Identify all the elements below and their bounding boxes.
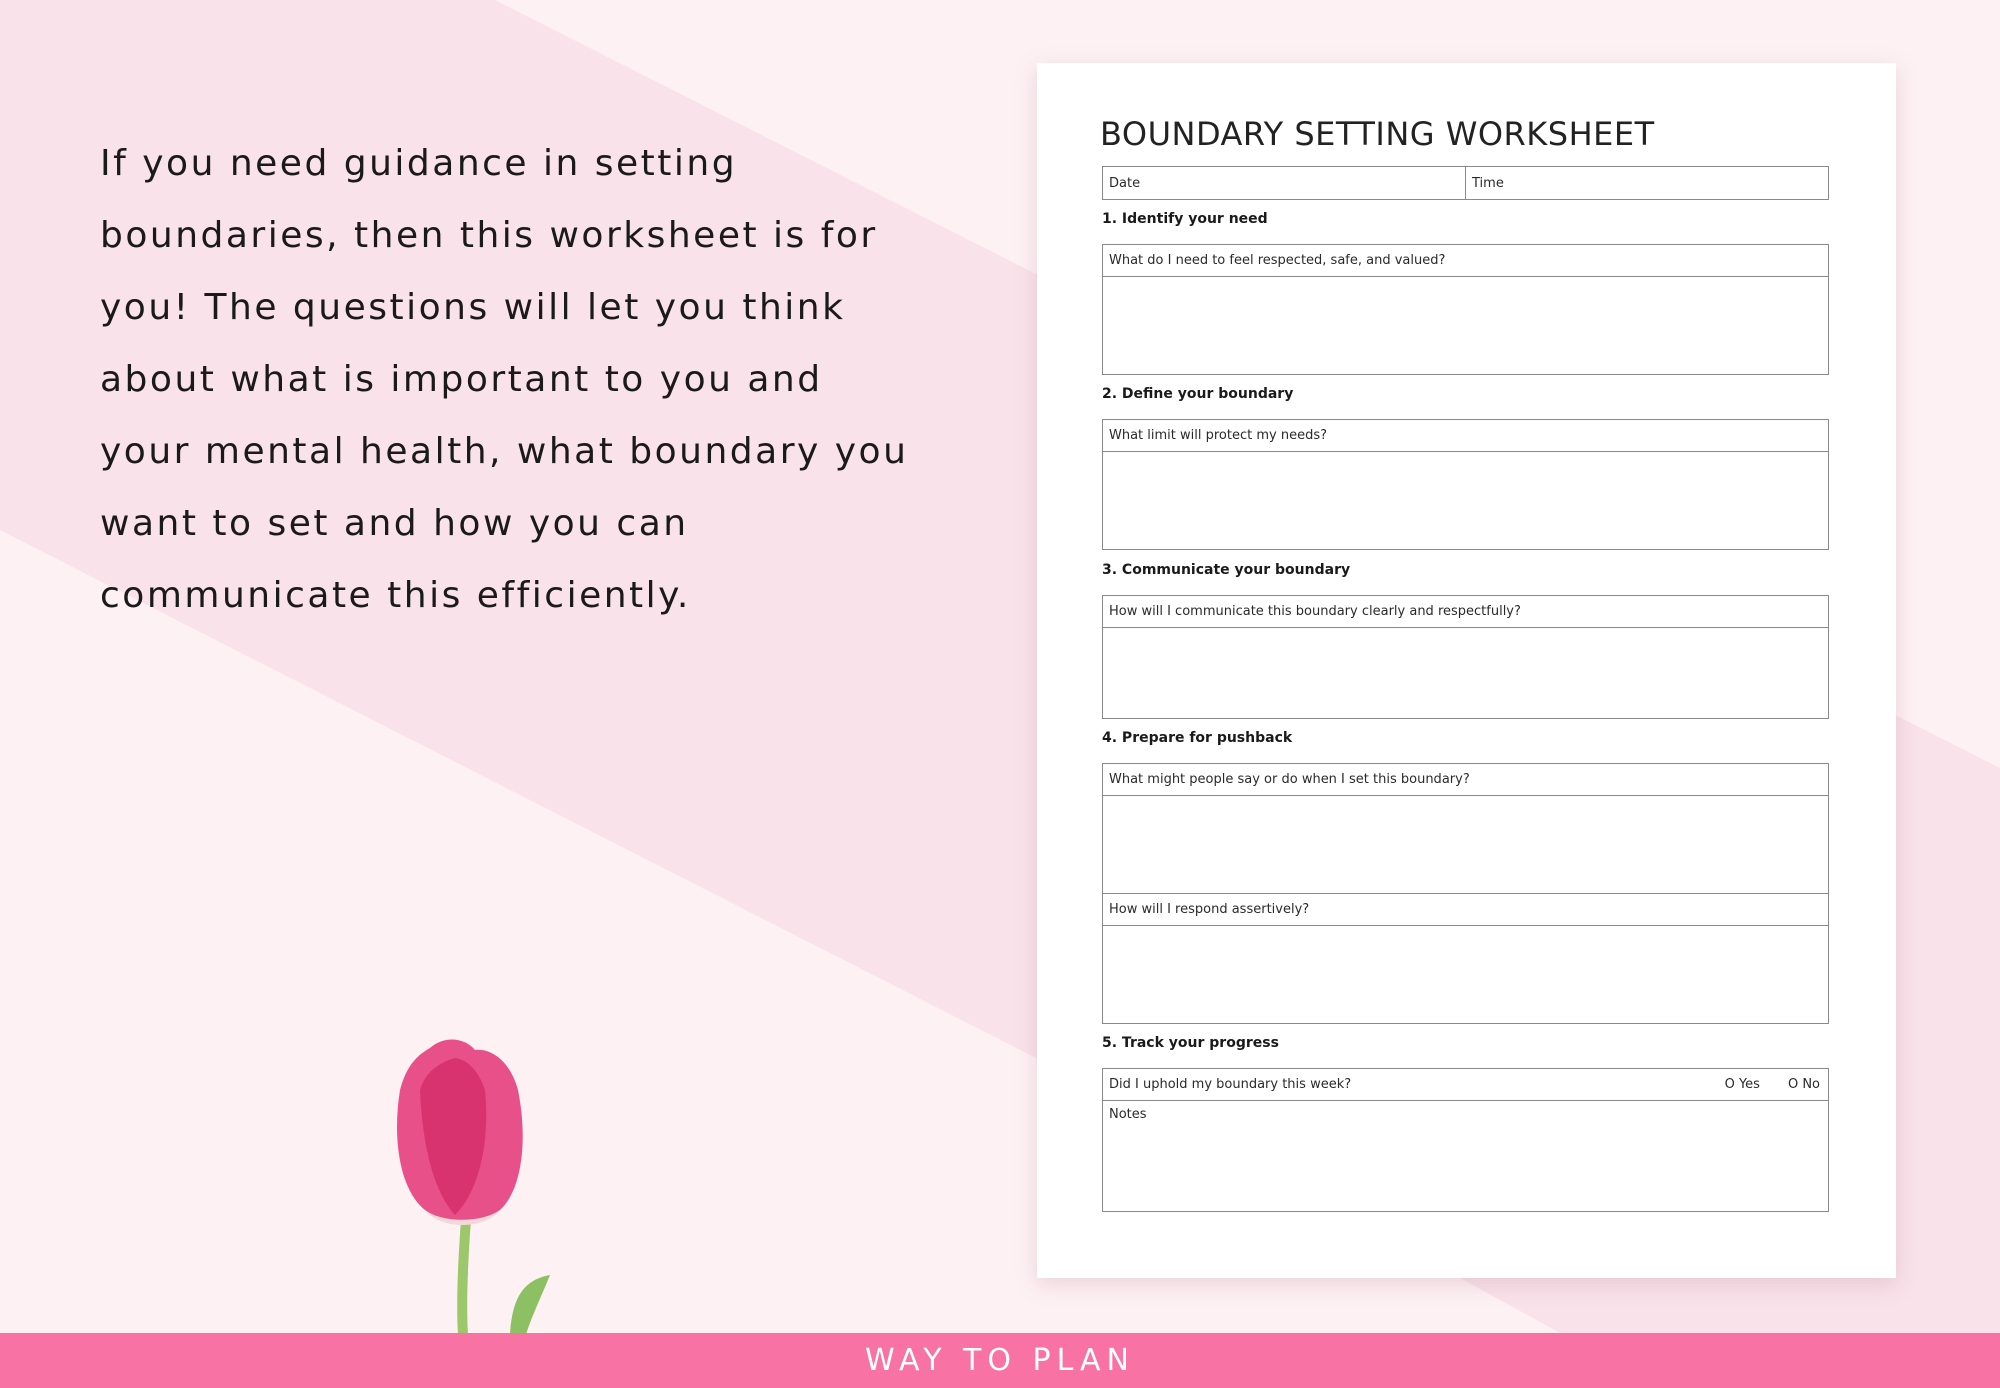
prompt-label: How will I communicate this boundary clearly and respectfully? <box>1103 596 1828 628</box>
worksheet-page <box>1037 63 1896 1278</box>
section-3-box <box>1102 595 1829 719</box>
answer-area[interactable] <box>1103 926 1828 1023</box>
date-time-row <box>1102 166 1829 200</box>
time-label: Time <box>1472 175 1504 191</box>
intro-line: want to set and how you can <box>100 503 689 544</box>
answer-area[interactable] <box>1103 452 1828 549</box>
notes-label: Notes <box>1109 1107 1147 1122</box>
intro-line: If you need guidance in setting <box>100 143 738 184</box>
prompt-label: What do I need to feel respected, safe, and valued? <box>1103 245 1828 277</box>
footer-bar <box>0 1333 2000 1388</box>
section-2-title: 2. Define your boundary <box>1102 386 1294 402</box>
intro-line: you! The questions will let you think <box>100 287 846 328</box>
progress-question: Did I uphold my boundary this week? <box>1109 1077 1352 1092</box>
intro-line: your mental health, what boundary you <box>100 431 909 472</box>
brand-name: WAY TO PLAN <box>864 1343 1135 1378</box>
intro-line: about what is important to you and <box>100 359 823 400</box>
intro-text <box>100 128 920 632</box>
section-5-box <box>1102 1068 1829 1212</box>
tulip-image <box>350 1030 590 1335</box>
section-4-box <box>1102 763 1829 1024</box>
prompt-label: How will I respond assertively? <box>1103 894 1828 926</box>
time-field[interactable] <box>1465 167 1828 199</box>
yes-option[interactable]: O Yes <box>1724 1077 1760 1092</box>
prompt-label: What limit will protect my needs? <box>1103 420 1828 452</box>
progress-question-row <box>1103 1069 1828 1101</box>
date-field[interactable] <box>1103 167 1465 199</box>
answer-area[interactable] <box>1103 277 1828 374</box>
intro-line: communicate this efficiently. <box>100 575 691 616</box>
leaf-shape <box>510 1275 550 1335</box>
notes-area[interactable] <box>1103 1101 1828 1211</box>
no-option[interactable]: O No <box>1787 1077 1820 1092</box>
section-5-title: 5. Track your progress <box>1102 1035 1279 1051</box>
section-4-title: 4. Prepare for pushback <box>1102 730 1293 746</box>
answer-area[interactable] <box>1103 796 1828 894</box>
worksheet-title: BOUNDARY SETTING WORKSHEET <box>1100 115 1655 153</box>
section-3-title: 3. Communicate your boundary <box>1102 562 1351 578</box>
answer-area[interactable] <box>1103 628 1828 718</box>
section-1-title: 1. Identify your need <box>1102 211 1268 227</box>
section-2-box <box>1102 419 1829 550</box>
section-1-box <box>1102 244 1829 375</box>
date-label: Date <box>1109 175 1141 191</box>
intro-line: boundaries, then this worksheet is for <box>100 215 878 256</box>
prompt-label: What might people say or do when I set this boundary? <box>1103 764 1828 796</box>
